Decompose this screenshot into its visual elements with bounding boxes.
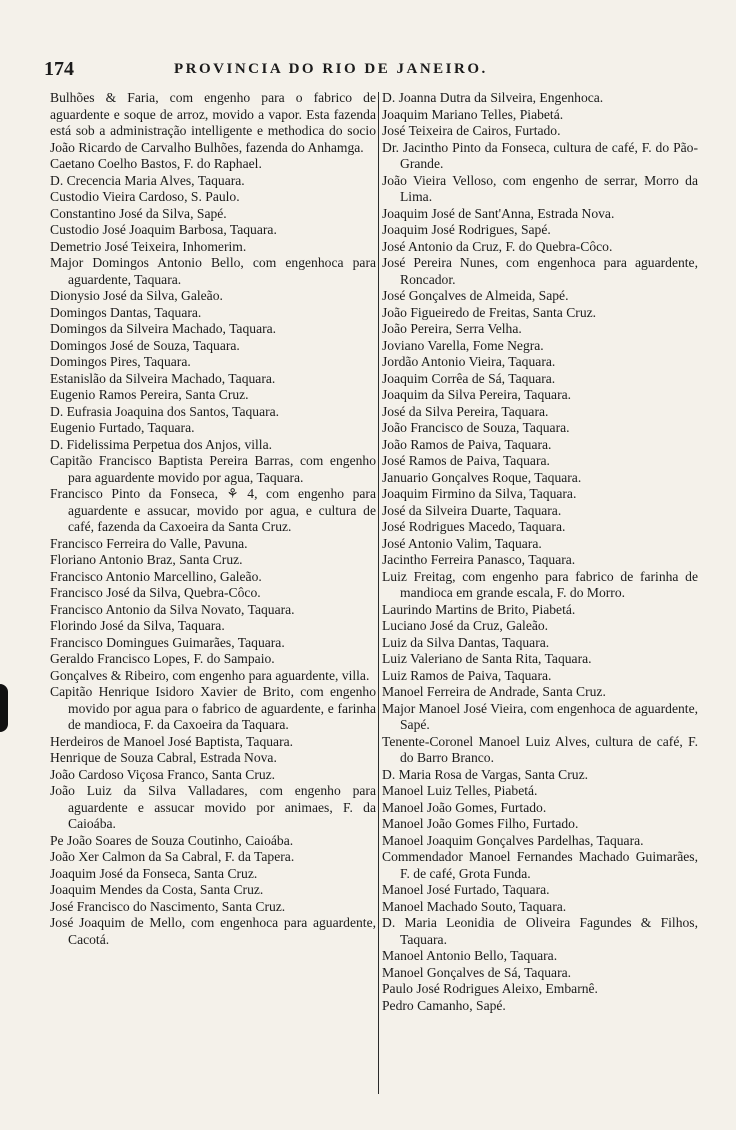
directory-entry: Laurindo Martins de Brito, Piabetá. bbox=[382, 601, 576, 617]
directory-entry: D. Crecencia Maria Alves, Taquara. bbox=[50, 172, 245, 188]
directory-entry: Manoel Joaquim Gonçalves Pardelhas, Taquara. bbox=[382, 832, 644, 848]
directory-entry: Manoel Luiz Telles, Piabetá. bbox=[382, 783, 538, 798]
directory-entry: Pe João Soares de Souza Coutinho, Caioába. bbox=[50, 832, 294, 848]
directory-entry: José da Silveira Duarte, Taquara. bbox=[382, 502, 562, 518]
ink-smudge bbox=[0, 684, 8, 732]
directory-entry: Manoel Antonio Bello, Taquara. bbox=[382, 948, 558, 963]
directory-entry: Eugenio Furtado, Taquara. bbox=[50, 420, 195, 435]
directory-entry: Januario Gonçalves Roque, Taquara. bbox=[382, 469, 582, 485]
directory-entry: Joaquim José Rodrigues, Sapé. bbox=[382, 222, 551, 237]
directory-entry: D. Maria Leonidia de Oliveira Fagundes & Filhos, Taquara. bbox=[382, 915, 698, 947]
directory-entry: João Francisco de Souza, Taquara. bbox=[382, 420, 570, 435]
directory-entry: Bulhões & Faria, com engenho para o fabrico de aguardente e soque de arroz, movido a vapor. Esta fazenda está sob a administração intelligente e methodica do socio João Ricardo de Carvalho Bulhões, fazenda do Anhamga. bbox=[50, 90, 376, 155]
directory-entry: Luiz Valeriano de Santa Rita, Taquara. bbox=[382, 651, 592, 666]
directory-entry: Manoel Gonçalves de Sá, Taquara. bbox=[382, 964, 572, 980]
column-divider bbox=[378, 92, 379, 1094]
directory-entry: Joaquim José da Fonseca, Santa Cruz. bbox=[50, 865, 258, 881]
directory-entry: José Antonio Valim, Taquara. bbox=[382, 535, 542, 551]
directory-entry: Manoel José Furtado, Taquara. bbox=[382, 882, 550, 897]
directory-entry: Luiz Ramos de Paiva, Taquara. bbox=[382, 667, 552, 683]
directory-entry: João Cardoso Viçosa Franco, Santa Cruz. bbox=[50, 766, 276, 782]
directory-entry: Francisco Domingues Guimarães, Taquara. bbox=[50, 634, 285, 650]
directory-entry: João Figueiredo de Freitas, Santa Cruz. bbox=[382, 304, 597, 320]
directory-entry: Henrique de Souza Cabral, Estrada Nova. bbox=[50, 750, 277, 765]
directory-entry: João Xer Calmon da Sa Cabral, F. da Tapera. bbox=[50, 849, 295, 864]
directory-entry: Domingos José de Souza, Taquara. bbox=[50, 337, 240, 353]
directory-entry: Francisco Pinto da Fonseca, ⚘ 4, com engenho para aguardente e assucar, movido por agua, e cultura de café, fazenda da Caxoeira da Santa Cruz. bbox=[50, 486, 376, 534]
directory-entry: Herdeiros de Manoel José Baptista, Taquara. bbox=[50, 733, 294, 749]
directory-entry: Manoel Ferreira de Andrade, Santa Cruz. bbox=[382, 684, 606, 699]
running-title: PROVINCIA DO RIO DE JANEIRO. bbox=[174, 61, 488, 77]
directory-entry: Commendador Manoel Fernandes Machado Guimarães, F. de café, Grota Funda. bbox=[382, 849, 698, 881]
directory-entry: Pedro Camanho, Sapé. bbox=[382, 997, 506, 1013]
directory-entry: Dr. Jacintho Pinto da Fonseca, cultura de café, F. do Pão-Grande. bbox=[382, 139, 698, 171]
directory-entry: Manoel Machado Souto, Taquara. bbox=[382, 898, 567, 914]
left-column bbox=[50, 90, 376, 948]
directory-entry: José Ramos de Paiva, Taquara. bbox=[382, 453, 550, 468]
directory-entry: D. Eufrasia Joaquina dos Santos, Taquara. bbox=[50, 403, 280, 419]
directory-entry: José Teixeira de Cairos, Furtado. bbox=[382, 123, 561, 138]
directory-entry: Estanislão da Silveira Machado, Taquara. bbox=[50, 370, 276, 386]
directory-entry: Domingos da Silveira Machado, Taquara. bbox=[50, 321, 277, 336]
directory-entry: Custodio Vieira Cardoso, S. Paulo. bbox=[50, 189, 240, 204]
directory-entry: Jordão Antonio Vieira, Taquara. bbox=[382, 354, 556, 369]
directory-entry: José Francisco do Nascimento, Santa Cruz. bbox=[50, 898, 286, 914]
directory-entry: Demetrio José Teixeira, Inhomerim. bbox=[50, 238, 247, 254]
directory-entry: D. Maria Rosa de Vargas, Santa Cruz. bbox=[382, 766, 589, 782]
directory-entry: Domingos Dantas, Taquara. bbox=[50, 304, 202, 320]
directory-entry: D. Joanna Dutra da Silveira, Engenhoca. bbox=[382, 90, 604, 105]
directory-entry: Luciano José da Cruz, Galeão. bbox=[382, 618, 549, 633]
directory-entry: Manoel João Gomes, Furtado. bbox=[382, 799, 547, 815]
directory-entry: Luiz da Silva Dantas, Taquara. bbox=[382, 634, 550, 650]
directory-entry: Francisco Antonio Marcellino, Galeão. bbox=[50, 568, 262, 584]
directory-entry: Joaquim José de Sant'Anna, Estrada Nova. bbox=[382, 205, 615, 221]
directory-entry: Floriano Antonio Braz, Santa Cruz. bbox=[50, 552, 243, 567]
directory-entry: Luiz Freitag, com engenho para fabrico de farinha de mandioca em grande escala, F. do Morro. bbox=[382, 568, 698, 600]
directory-entry: José da Silva Pereira, Taquara. bbox=[382, 403, 549, 419]
right-column bbox=[382, 90, 698, 1014]
directory-entry: Eugenio Ramos Pereira, Santa Cruz. bbox=[50, 387, 249, 402]
directory-entry: João Ramos de Paiva, Taquara. bbox=[382, 436, 552, 452]
directory-entry: Dionysio José da Silva, Galeão. bbox=[50, 288, 223, 303]
directory-entry: João Luiz da Silva Valladares, com engenho para aguardente e assucar movido por animaes, F. da Caioába. bbox=[50, 783, 376, 831]
directory-entry: Constantino José da Silva, Sapé. bbox=[50, 205, 227, 221]
directory-entry: Capitão Henrique Isidoro Xavier de Brito, com engenho movido por agua para o fabrico de aguardente, e farinha de mandioca, F. da Caxoeira da Taquara. bbox=[50, 684, 376, 732]
directory-entry: José Joaquim de Mello, com engenhoca para aguardente, Cacotá. bbox=[50, 915, 376, 947]
directory-entry: Caetano Coelho Bastos, F. do Raphael. bbox=[50, 156, 262, 171]
directory-entry: Joaquim Corrêa de Sá, Taquara. bbox=[382, 370, 556, 386]
directory-entry: Jacintho Ferreira Panasco, Taquara. bbox=[382, 552, 576, 567]
directory-entry: Capitão Francisco Baptista Pereira Barras, com engenho para aguardente movido por agua, Taquara. bbox=[50, 453, 376, 485]
directory-entry: Francisco José da Silva, Quebra-Côco. bbox=[50, 585, 261, 600]
directory-entry: Joaquim Mendes da Costa, Santa Cruz. bbox=[50, 882, 264, 897]
directory-entry: D. Fidelissima Perpetua dos Anjos, villa. bbox=[50, 436, 273, 452]
directory-entry: Major Manoel José Vieira, com engenhoca de aguardente, Sapé. bbox=[382, 700, 698, 732]
page-number: 174 bbox=[44, 58, 74, 80]
directory-entry: Gonçalves & Ribeiro, com engenho para aguardente, villa. bbox=[50, 667, 370, 683]
directory-entry: José Rodrigues Macedo, Taquara. bbox=[382, 519, 566, 534]
directory-entry: José Pereira Nunes, com engenhoca para aguardente, Roncador. bbox=[382, 255, 698, 287]
directory-entry: Manoel João Gomes Filho, Furtado. bbox=[382, 816, 579, 831]
directory-entry: Tenente-Coronel Manoel Luiz Alves, cultura de café, F. do Barro Branco. bbox=[382, 733, 698, 765]
page-header bbox=[44, 58, 664, 82]
directory-entry: Joaquim Firmino da Silva, Taquara. bbox=[382, 486, 577, 501]
directory-entry: Geraldo Francisco Lopes, F. do Sampaio. bbox=[50, 651, 275, 666]
directory-entry: José Antonio da Cruz, F. do Quebra-Côco. bbox=[382, 238, 613, 254]
directory-entry: José Gonçalves de Almeida, Sapé. bbox=[382, 288, 569, 303]
directory-entry: Joaquim da Silva Pereira, Taquara. bbox=[382, 387, 572, 402]
directory-entry: Domingos Pires, Taquara. bbox=[50, 354, 191, 369]
directory-entry: Joviano Varella, Fome Negra. bbox=[382, 337, 544, 353]
directory-entry: Major Domingos Antonio Bello, com engenhoca para aguardente, Taquara. bbox=[50, 255, 376, 287]
directory-entry: Paulo José Rodrigues Aleixo, Embarnê. bbox=[382, 981, 598, 996]
directory-entry: João Vieira Velloso, com engenho de serrar, Morro da Lima. bbox=[382, 172, 698, 204]
directory-entry: Custodio José Joaquim Barbosa, Taquara. bbox=[50, 222, 277, 237]
directory-entry: Francisco Ferreira do Valle, Pavuna. bbox=[50, 535, 248, 551]
directory-entry: João Pereira, Serra Velha. bbox=[382, 321, 522, 336]
directory-entry: Joaquim Mariano Telles, Piabetá. bbox=[382, 106, 564, 122]
directory-entry: Francisco Antonio da Silva Novato, Taquara. bbox=[50, 601, 295, 617]
directory-entry: Florindo José da Silva, Taquara. bbox=[50, 618, 225, 633]
